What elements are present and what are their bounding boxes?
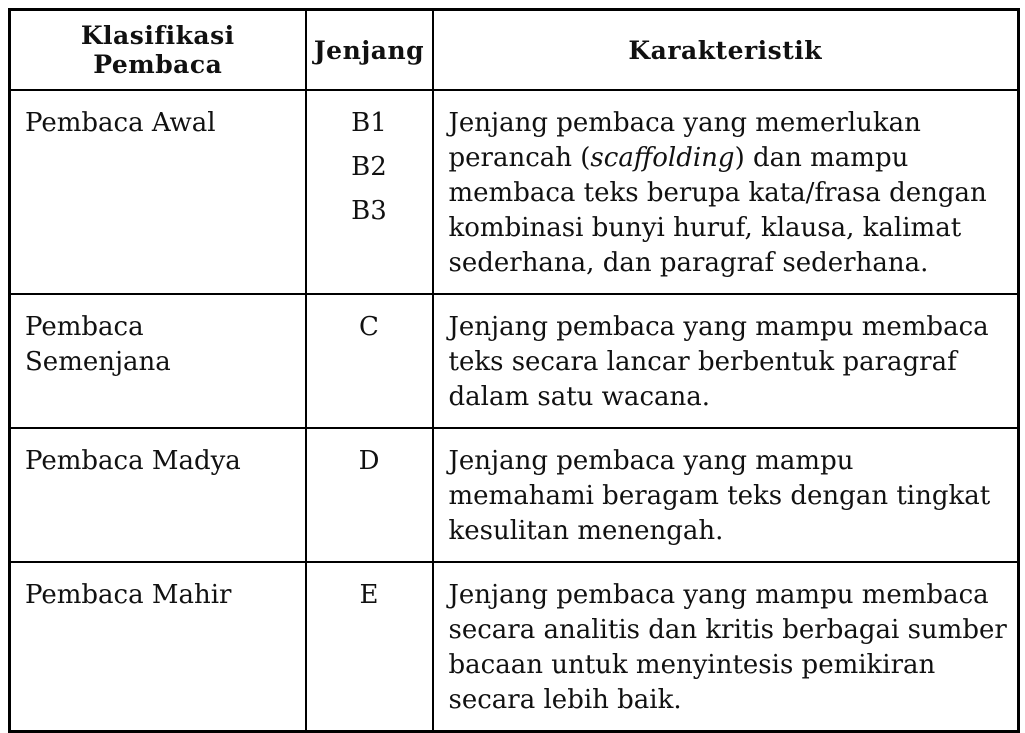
cell-jenjang — [306, 562, 433, 732]
header-klasifikasi-pembaca: Klasifikasi Pembaca — [10, 10, 306, 91]
reader-classification-table — [8, 8, 1020, 733]
jenjang-level: B3 — [351, 196, 387, 226]
table-row-pembaca-semenjana — [10, 294, 1019, 428]
karakteristik-text: Jenjang pembaca yang memerlukan perancah ( — [448, 108, 921, 173]
cell-jenjang — [306, 294, 433, 428]
cell-karakteristik — [433, 562, 1019, 732]
karakteristik-text: Jenjang pembaca yang mampu memahami beragam teks dengan tingkat kesulitan menengah. — [448, 446, 991, 546]
cell-karakteristik — [433, 428, 1019, 562]
table-row-pembaca-mahir — [10, 562, 1019, 732]
jenjang-level: C — [359, 312, 379, 342]
header-jenjang: Jenjang — [306, 10, 433, 91]
karakteristik-italic-term: scaffolding — [590, 143, 735, 173]
jenjang-level: B2 — [351, 152, 387, 182]
jenjang-level: D — [358, 446, 380, 476]
karakteristik-text: ) dan mampu membaca teks berupa kata/frasa dengan kombinasi bunyi huruf, klausa, kalimat sederhana, dan paragraf sederhana. — [448, 143, 987, 278]
table-row-pembaca-awal — [10, 90, 1019, 294]
table-row-pembaca-madya — [10, 428, 1019, 562]
header-karakteristik: Karakteristik — [433, 10, 1019, 91]
cell-jenjang — [306, 428, 433, 562]
karakteristik-text: Jenjang pembaca yang mampu membaca teks secara lancar berbentuk paragraf dalam satu wacana. — [448, 312, 989, 412]
jenjang-level: B1 — [351, 108, 387, 138]
cell-karakteristik — [433, 90, 1019, 294]
cell-karakteristik — [433, 294, 1019, 428]
cell-klasifikasi: Pembaca Mahir — [10, 562, 306, 732]
cell-jenjang — [306, 90, 433, 294]
cell-klasifikasi: Pembaca Awal — [10, 90, 306, 294]
cell-klasifikasi: Pembaca Semenjana — [10, 294, 306, 428]
cell-klasifikasi: Pembaca Madya — [10, 428, 306, 562]
karakteristik-text: Jenjang pembaca yang mampu membaca secara analitis dan kritis berbagai sumber bacaan untuk menyintesis pemikiran secara lebih baik. — [448, 580, 1007, 715]
jenjang-level: E — [359, 580, 379, 610]
header-row — [10, 10, 1019, 91]
